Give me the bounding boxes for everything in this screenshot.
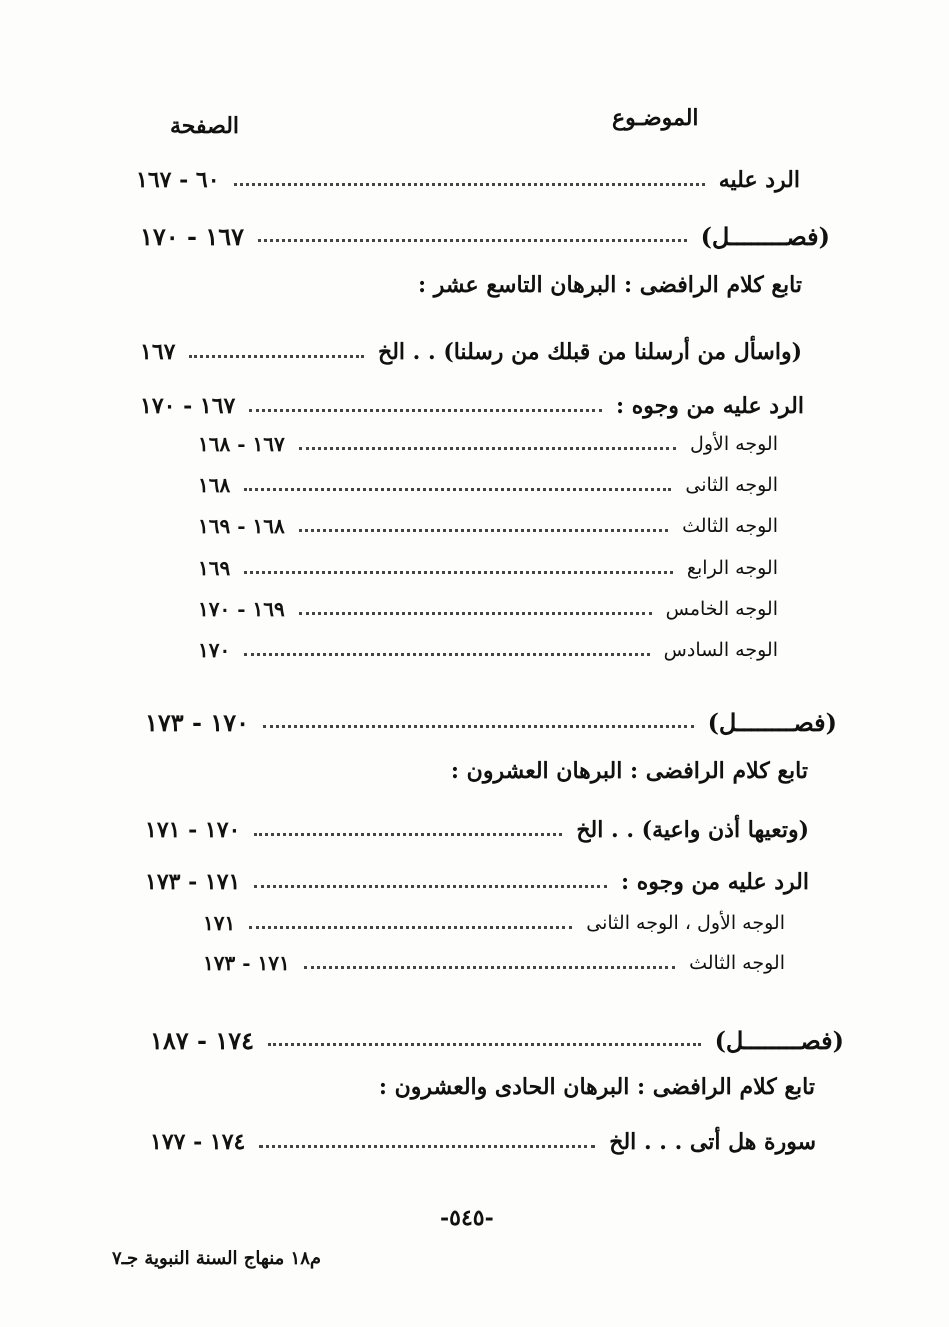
- dot-leader: [244, 571, 673, 574]
- dot-leader: [189, 355, 364, 358]
- toc-entry: [140, 332, 802, 372]
- entry-title: الوجه الخامس: [665, 598, 778, 620]
- dot-leader: [259, 1145, 595, 1148]
- toc-entry: [140, 386, 804, 426]
- entry-pages: ٦٠ - ١٦٧: [136, 167, 220, 193]
- entry-title: الرد عليه من وجوه :: [621, 869, 809, 895]
- toc-subentry: [198, 424, 778, 464]
- entry-title: الوجه الأول: [690, 433, 778, 455]
- dot-leader: [268, 1043, 701, 1046]
- entry-pages: ١٧١: [203, 911, 236, 935]
- toc-entry: [136, 160, 800, 200]
- section-intro: تابع كلام الرافضى : البرهان التاسع عشر :: [418, 272, 802, 298]
- entry-pages: ١٧٠ - ١٧٣: [145, 707, 250, 737]
- toc-subentry: [198, 630, 778, 670]
- entry-title: الوجه الثانى: [685, 474, 778, 496]
- dot-leader: [304, 966, 675, 969]
- entry-pages: ١٧٠: [198, 638, 231, 662]
- dot-leader: [254, 885, 607, 888]
- toc-subentry: [198, 506, 778, 546]
- page-number: -٥٤٥-: [440, 1205, 494, 1231]
- dot-leader: [254, 833, 562, 836]
- entry-title: سورة هل أتى . . . الخ: [609, 1129, 816, 1155]
- entry-title: الوجه الثالث: [682, 515, 778, 537]
- entry-pages: ١٦٨: [198, 473, 231, 497]
- dot-leader: [263, 725, 694, 728]
- dot-leader: [244, 488, 671, 491]
- entry-title: (فصــــــــل): [707, 707, 837, 737]
- section-intro: تابع كلام الرافضى : البرهان الحادى والعشرون :: [378, 1074, 815, 1100]
- dot-leader: [249, 409, 602, 412]
- dot-leader: [299, 447, 676, 450]
- toc-entry: [145, 862, 809, 902]
- entry-pages: ١٧٤ - ١٨٧: [150, 1025, 255, 1055]
- entry-pages: ١٦٩: [198, 556, 231, 580]
- entry-title: (واسأل من أرسلنا من قبلك من رسلنا) . . الخ: [378, 339, 802, 365]
- subject-column-header: الموضـوع: [612, 105, 699, 131]
- entry-pages: ١٧٤ - ١٧٧: [150, 1129, 246, 1155]
- entry-pages: ١٧١ - ١٧٣: [145, 869, 241, 895]
- entry-title: الوجه الرابع: [686, 557, 778, 579]
- toc-subentry: [203, 903, 785, 943]
- entry-title: (وتعيها أذن واعية) . . الخ: [576, 817, 809, 843]
- entry-pages: ١٦٧: [140, 339, 176, 365]
- book-reference: م١٨ منهاج السنة النبوية جـ٧: [112, 1248, 322, 1269]
- dot-leader: [299, 612, 652, 615]
- toc-subentry: [198, 465, 778, 505]
- entry-title: الرد عليه من وجوه :: [616, 393, 804, 419]
- toc-subentry: [203, 943, 785, 983]
- section-intro: تابع كلام الرافضى : البرهان العشرون :: [450, 758, 808, 784]
- toc-entry-section: [150, 1020, 844, 1060]
- page-column-header: الصفحة: [170, 113, 240, 139]
- toc-subentry: [198, 548, 778, 588]
- entry-pages: ١٧١ - ١٧٣: [203, 951, 290, 975]
- entry-pages: ١٦٧ - ١٦٨: [198, 432, 285, 456]
- entry-pages: ١٧٠ - ١٧١: [145, 817, 241, 843]
- entry-pages: ١٦٧ - ١٧٠: [140, 221, 245, 251]
- dot-leader: [234, 183, 705, 186]
- entry-title: الوجه الأول ، الوجه الثانى: [586, 912, 785, 934]
- dot-leader: [258, 239, 687, 242]
- entry-title: الوجه السادس: [663, 639, 778, 661]
- entry-title: الرد عليه: [718, 167, 800, 193]
- entry-pages: ١٦٧ - ١٧٠: [140, 393, 236, 419]
- entry-title: الوجه الثالث: [689, 952, 785, 974]
- entry-pages: ١٦٨ - ١٦٩: [198, 514, 285, 538]
- toc-entry-section: [140, 216, 830, 256]
- toc-entry: [150, 1122, 816, 1162]
- toc-entry: [145, 810, 809, 850]
- entry-title: (فصــــــــل): [700, 221, 830, 251]
- toc-entry-section: [145, 702, 837, 742]
- dot-leader: [249, 926, 572, 929]
- dot-leader: [299, 529, 668, 532]
- entry-title: (فصــــــــل): [714, 1025, 844, 1055]
- dot-leader: [244, 653, 649, 656]
- entry-pages: ١٦٩ - ١٧٠: [198, 597, 285, 621]
- toc-subentry: [198, 589, 778, 629]
